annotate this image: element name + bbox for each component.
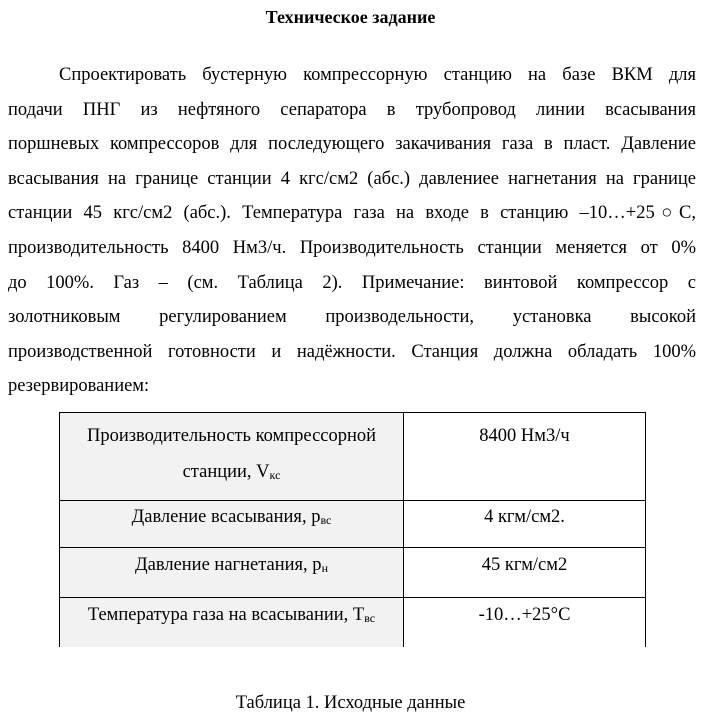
table-row xyxy=(60,598,646,648)
document-title: Техническое задание xyxy=(265,7,436,27)
table-cell-value: 45 кгм/см2 xyxy=(404,548,646,598)
paragraph-line: золотниковым регулированием производельности, установка высокой xyxy=(8,307,696,328)
label-subscript: кс xyxy=(269,468,281,482)
table-cell-value: 8400 Нм3/ч xyxy=(404,413,646,501)
paragraph-line: до 100%. Газ – (см. Таблица 2). Примечание: винтовой компрессор с xyxy=(8,272,696,293)
label-text: Давление всасывания, р xyxy=(131,507,321,527)
table-row xyxy=(60,413,646,501)
paragraph-line: подачи ПНГ из нефтяного сепаратора в трубопровод линии всасывания xyxy=(8,99,696,120)
label-line: станции, V xyxy=(182,462,270,482)
paragraph-line: резервированием: xyxy=(8,376,150,397)
label-subscript: вс xyxy=(364,611,376,625)
label-text: Давление нагнетания, р xyxy=(135,555,322,575)
table-row xyxy=(60,501,646,548)
paragraph-line: станции 45 кгс/см2 (абс.). Температура газа на входе в станцию –10…+25○С, xyxy=(8,203,696,224)
parameters-table xyxy=(59,412,646,647)
table-cell-label xyxy=(60,413,404,501)
table-row xyxy=(60,548,646,598)
table-caption: Таблица 1. Исходные данные xyxy=(235,693,466,713)
table-cell-label xyxy=(60,501,404,548)
label-line: Производительность компрессорной xyxy=(86,426,377,446)
label-subscript: н xyxy=(321,561,328,575)
paragraph-line: производственной готовности и надёжности. Станция должна обладать 100% xyxy=(8,341,696,362)
label-subscript: вс xyxy=(320,513,332,527)
table-cell-value: 4 кгм/см2. xyxy=(404,501,646,548)
task-paragraph xyxy=(8,58,696,404)
table-cell-label xyxy=(60,598,404,648)
paragraph-line: всасывания на границе станции 4 кгс/см2 (абс.) давлениее нагнетания на границе xyxy=(8,168,696,189)
paragraph-line: поршневых компрессоров для последующего закачивания газа в пласт. Давление xyxy=(8,134,696,155)
paragraph-line: производительность 8400 Нм3/ч. Производительность станции меняется от 0% xyxy=(8,237,696,258)
table-cell-label xyxy=(60,548,404,598)
table-cell-value: -10…+25°С xyxy=(404,598,646,648)
paragraph-line: Спроектировать бустерную компрессорную станцию на базе ВКМ для xyxy=(59,65,696,85)
label-text: Температура газа на всасывании, Т xyxy=(87,605,365,625)
